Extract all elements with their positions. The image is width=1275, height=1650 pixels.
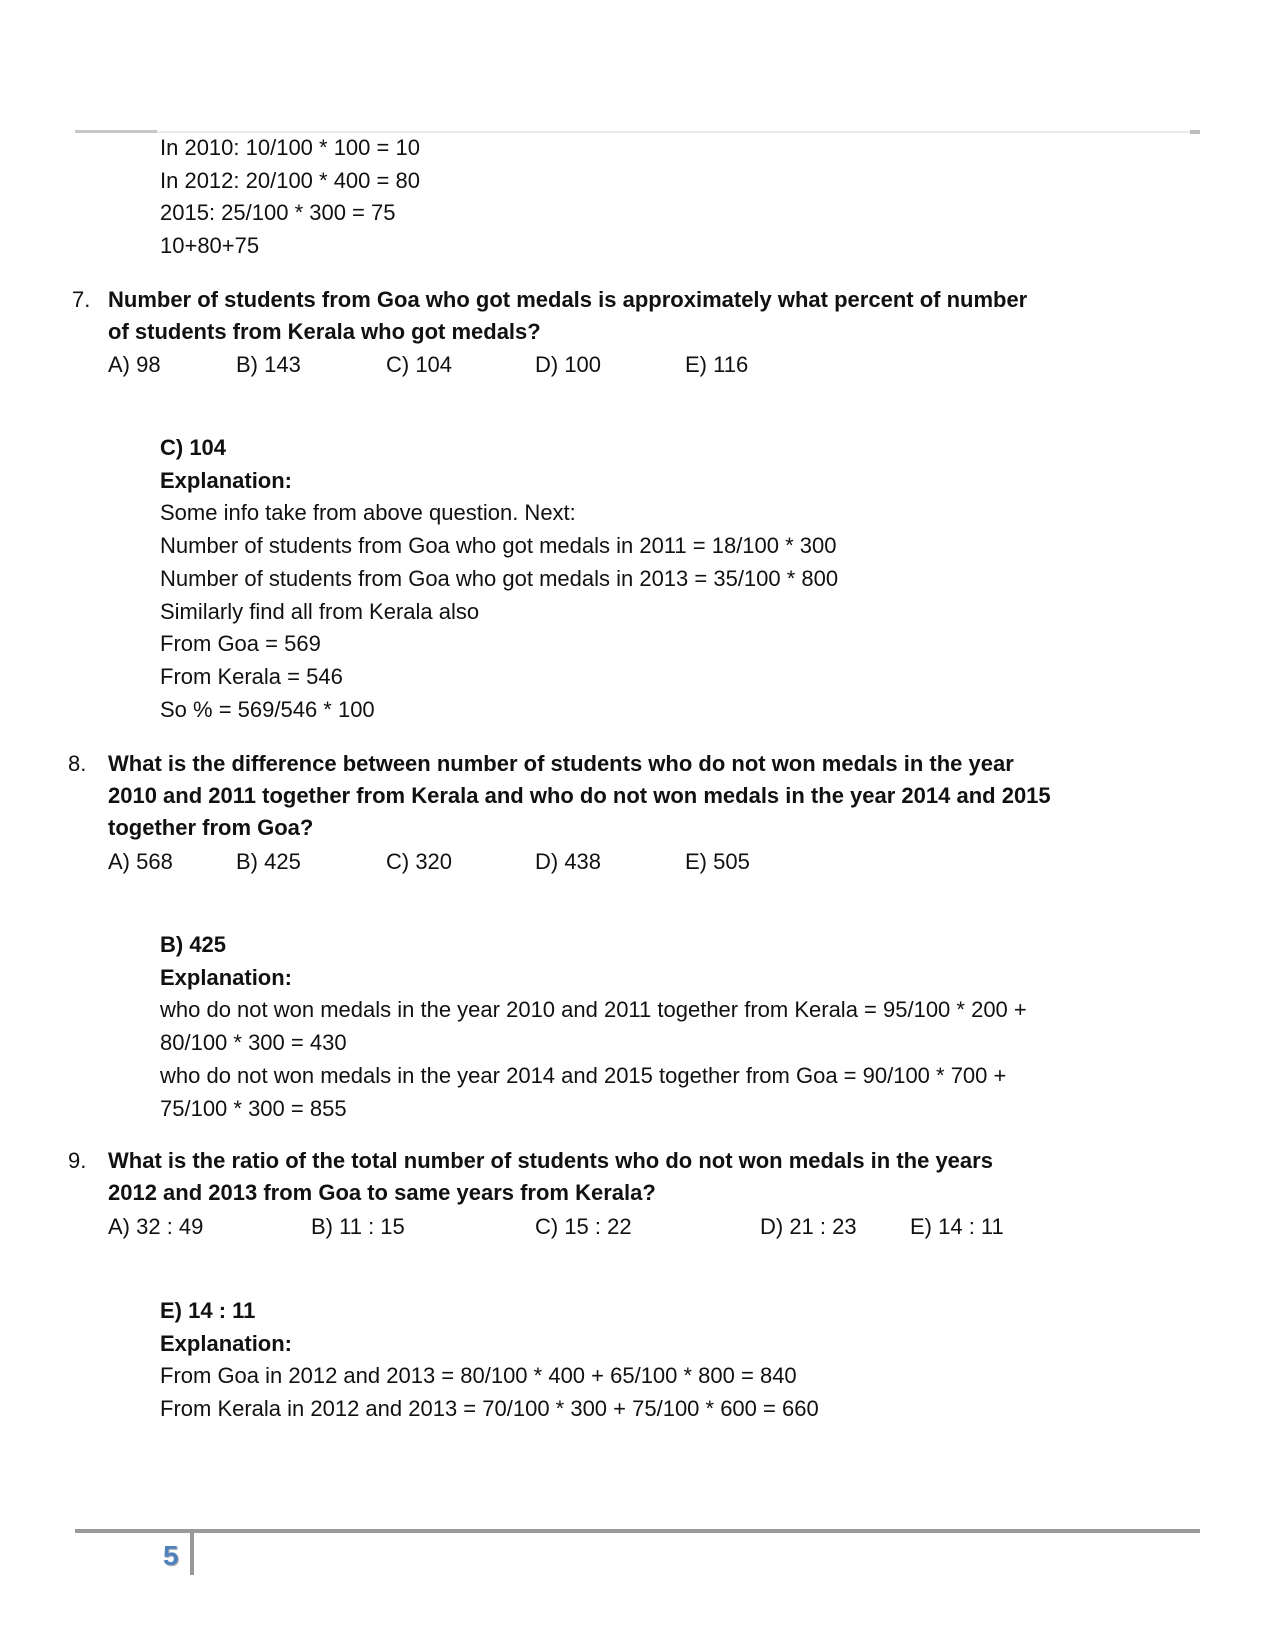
- option-c: C) 320: [386, 849, 453, 874]
- question-line: 2012 and 2013 from Goa to same years from Kerala?: [108, 1180, 656, 1205]
- question-line: together from Goa?: [108, 815, 314, 840]
- option-e: E) 505: [685, 849, 750, 874]
- explanation-line: From Kerala in 2012 and 2013 = 70/100 * 300 + 75/100 * 600 = 660: [160, 1396, 819, 1422]
- option-c: C) 15 : 22: [535, 1214, 632, 1239]
- option-a: A) 98: [108, 352, 161, 377]
- question-line: What is the ratio of the total number of students who do not won medals in the years: [108, 1148, 993, 1173]
- calc-line: In 2012: 20/100 * 400 = 80: [160, 167, 420, 193]
- explanation-line: Number of students from Goa who got medals in 2011 = 18/100 * 300: [160, 533, 837, 559]
- question-line: of students from Kerala who got medals?: [108, 319, 541, 344]
- answer: B) 425: [160, 932, 227, 957]
- explanation-line: 80/100 * 300 = 430: [160, 1030, 347, 1056]
- calc-line: 10+80+75: [160, 233, 260, 259]
- option-b: B) 425: [236, 849, 301, 874]
- header-rule-accent-left: [75, 130, 157, 133]
- explanation-line: 75/100 * 300 = 855: [160, 1095, 347, 1121]
- footer-divider: [190, 1529, 194, 1575]
- question-line: Number of students from Goa who got medals is approximately what percent of number: [108, 287, 1028, 312]
- answer: C) 104: [160, 435, 227, 460]
- explanation-line: Similarly find all from Kerala also: [160, 598, 480, 624]
- explanation-line: who do not won medals in the year 2014 and 2015 together from Goa = 90/100 * 700 +: [160, 1062, 1007, 1088]
- explanation-line: So % = 569/546 * 100: [160, 696, 375, 722]
- option-d: D) 21 : 23: [760, 1214, 857, 1239]
- explanation-line: Some info take from above question. Next:: [160, 500, 576, 526]
- option-d: D) 100: [535, 352, 602, 377]
- explanation-line: who do not won medals in the year 2010 and 2011 together from Kerala = 95/100 * 200 +: [160, 997, 1027, 1023]
- question-7-text: [108, 284, 1027, 348]
- explanation-label: Explanation:: [160, 467, 293, 493]
- explanation-label: Explanation:: [160, 1330, 293, 1356]
- option-d: D) 438: [535, 849, 602, 874]
- explanation-label: Explanation:: [160, 964, 293, 990]
- answer-7: [160, 432, 838, 726]
- calc-line: 2015: 25/100 * 300 = 75: [160, 200, 396, 226]
- calc-line: In 2010: 10/100 * 100 = 10: [160, 135, 420, 160]
- option-a: A) 32 : 49: [108, 1214, 204, 1239]
- option-a: A) 568: [108, 849, 173, 874]
- answer: E) 14 : 11: [160, 1298, 256, 1323]
- explanation-line: From Goa in 2012 and 2013 = 80/100 * 400 + 65/100 * 800 = 840: [160, 1363, 797, 1389]
- option-b: B) 11 : 15: [311, 1214, 405, 1239]
- explanation-line: From Goa = 569: [160, 631, 321, 657]
- explanation-line: Number of students from Goa who got medals in 2013 = 35/100 * 800: [160, 565, 839, 591]
- header-rule-accent-right: [1190, 130, 1200, 134]
- explanation-line: From Kerala = 546: [160, 663, 343, 689]
- question-number: 9.: [68, 1148, 87, 1173]
- question-9-text: [108, 1145, 993, 1209]
- previous-calculation: [160, 132, 420, 263]
- option-e: E) 116: [685, 352, 749, 377]
- option-b: B) 143: [236, 352, 301, 377]
- question-line: 2010 and 2011 together from Kerala and who do not won medals in the year 2014 and 2015: [108, 783, 1051, 808]
- question-8-text: [108, 748, 1051, 844]
- question-number: 8.: [68, 751, 87, 776]
- option-e: E) 14 : 11: [910, 1214, 1004, 1239]
- page-number: 5: [163, 1540, 179, 1571]
- answer-9: [160, 1295, 819, 1426]
- answer-8: [160, 929, 1027, 1125]
- question-line: What is the difference between number of students who do not won medals in the year: [108, 751, 1014, 776]
- footer-rule: [75, 1529, 1200, 1533]
- option-c: C) 104: [386, 352, 453, 377]
- question-number: 7.: [72, 287, 91, 312]
